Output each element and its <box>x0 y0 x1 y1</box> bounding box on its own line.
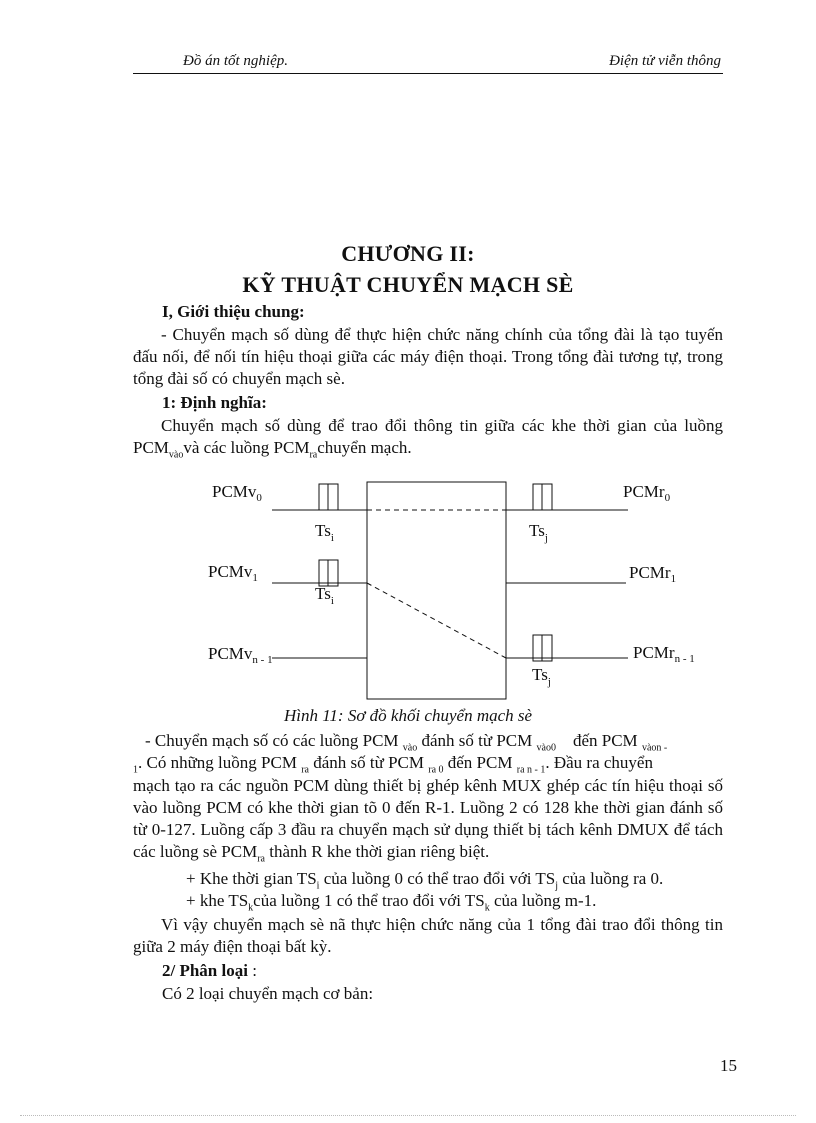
chapter-number: CHƯƠNG II: <box>341 241 475 266</box>
section-definition-paragraph: Chuyển mạch số dùng để trao đổi thông tin giữa các khe thời gian của luồng $PCM_{vào}và$ các luồng $PCM_{ra}chuyển$ mạch. <box>133 416 723 461</box>
ts-label-out-0: $Ts_j$ <box>529 521 548 544</box>
ts-label-in-0: $Ts_i$ <box>315 521 334 544</box>
input-label-n-1: PCMv$_{n - 1}$ <box>208 644 273 666</box>
output-label-n-1: PCMr$_{n - 1}$ <box>633 643 695 665</box>
page-number: 15 <box>720 1056 737 1075</box>
output-label-0: PCMr$_0$ <box>623 482 671 504</box>
ts-label-out-n-1: $Ts_j$ <box>532 665 551 688</box>
output-label-1: PCMr$_1$ <box>629 563 677 585</box>
figure-caption: Hình 11: Sơ đồ khối chuyển mạch sè <box>283 706 533 725</box>
header-right: Điện tử viễn thông <box>609 53 721 69</box>
chapter-title: KỸ THUẬT CHUYỂN MẠCH SÈ <box>242 272 574 297</box>
timeslot-pulse-in-0 <box>319 484 338 510</box>
body-line-1: - Chuyển mạch số có các luồng PCM $_{vào}$ đánh số từ PCM $_{vào0}$ đến PCM $_{vàon -}$ <box>145 731 668 754</box>
body-paragraph-conclusion: Vì vậy chuyển mạch sè nã thực hiện chức năng của 1 tổng đài trao đổi thông tin giữa 2 máy điện thoại bất kỳ. <box>133 915 723 956</box>
timeslot-pulse-in-1 <box>319 560 338 586</box>
bullet-1: + Khe thời gian $TS_i$ của luồng 0 có thể trao đổi với $TS_j$ của luồng ra 0. <box>186 869 664 892</box>
timeslot-pulse-out-0 <box>533 484 552 510</box>
internal-path-1 <box>367 583 506 658</box>
switch-block <box>367 482 506 699</box>
section-classification-heading: 2/ Phân loại : <box>162 961 257 980</box>
input-label-0: PCMv$_0$ <box>212 482 262 504</box>
bullet-2: + khe $TS_kcủa$ luồng 1 có thể trao đổi với $TS_k$ của luồng m-1. <box>186 891 597 914</box>
section-classification-paragraph: Có 2 loại chuyển mạch cơ bản: <box>162 984 374 1003</box>
input-label-1: PCMv$_1$ <box>208 562 258 584</box>
body-paragraph-mux: mạch tạo ra các nguồn PCM dùng thiết bị ghép kênh MUX ghép các tín hiệu thoại số vào luồng PCM có khe thời gian tõ 0 đến R-1. Luồng 2 có 128 khe thời gian đánh số từ 0-127. Luồng cấp 3 đầu ra chuyển mạch sử dụng thiết bị tách kênh DMUX để tách các luồng sè $PCM_{ra}$ thành R khe thời gian riêng biệt. <box>133 776 723 865</box>
ts-label-in-1: $Ts_i$ <box>315 584 334 607</box>
header-left: Đồ án tốt nghiệp. <box>183 53 288 69</box>
section-intro-paragraph: - Chuyển mạch số dùng để thực hiện chức năng chính của tổng đài là tạo tuyến đấu nối, để nối tín hiệu thoại giữa các máy điện thoại. Trong tổng đài tương tự, trong tổng đài số có chuyển mạch sè. <box>133 325 723 388</box>
section-intro-heading: I, Giới thiệu chung: <box>162 302 305 321</box>
body-line-2: $_1$. Có những luồng PCM $_{ra}$ đánh số từ PCM $_{ra 0}$ đến PCM $_{ra n - 1}$. Đầu ra chuyển <box>133 753 653 776</box>
timeslot-pulse-out-n-1 <box>533 635 552 661</box>
page-bottom-divider <box>20 1115 796 1116</box>
section-definition-heading: 1: Định nghĩa: <box>162 393 267 412</box>
